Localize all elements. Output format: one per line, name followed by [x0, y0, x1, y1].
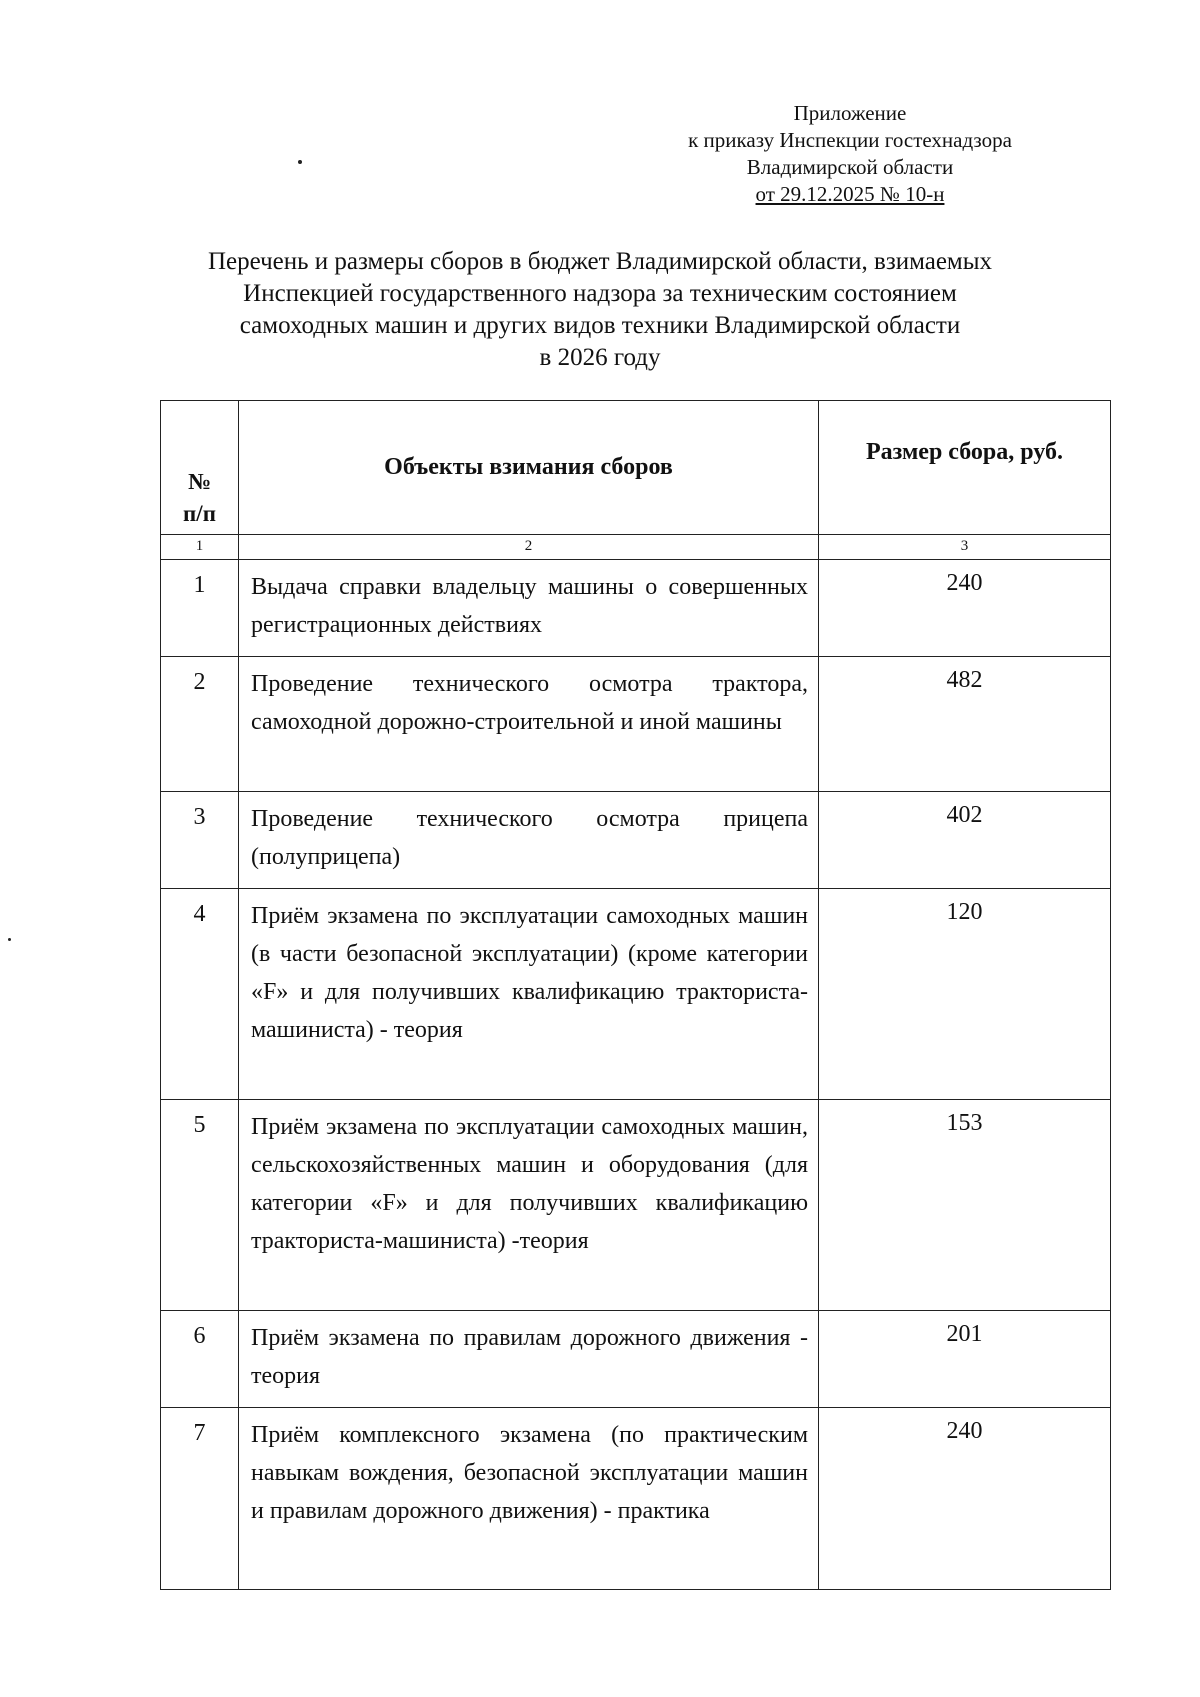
- title-line-1: Перечень и размеры сборов в бюджет Владимирской области, взимаемых: [207, 248, 993, 275]
- row-fee: 153: [819, 1100, 1111, 1311]
- row-fee: 201: [819, 1311, 1111, 1408]
- column-index: 1: [161, 535, 239, 560]
- column-index: 3: [819, 535, 1111, 560]
- row-number: 3: [161, 792, 239, 889]
- table-row: [161, 1100, 1111, 1311]
- row-number: 5: [161, 1100, 239, 1311]
- table-row: [161, 657, 1111, 792]
- fees-table: [160, 400, 1111, 1590]
- header-fee: Размер сбора, руб.: [819, 401, 1111, 535]
- table-row: [161, 889, 1111, 1100]
- row-object: Приём комплексного экзамена (по практическим навыкам вождения, безопасной эксплуатации машин и правилам дорожного движения) - практика: [239, 1408, 819, 1590]
- row-fee: 240: [819, 1408, 1111, 1590]
- appendix-line-1: Приложение: [793, 101, 907, 125]
- row-number: 4: [161, 889, 239, 1100]
- header-number-symbol: №: [187, 469, 212, 494]
- column-index: 2: [239, 535, 819, 560]
- title-line-2: Инспекцией государственного надзора за техническим состоянием: [243, 280, 957, 307]
- row-number: 7: [161, 1408, 239, 1590]
- header-object: Объекты взимания сборов: [239, 401, 819, 535]
- row-number: 6: [161, 1311, 239, 1408]
- table-row: [161, 1311, 1111, 1408]
- row-object: Приём экзамена по эксплуатации самоходных машин, сельскохозяйственных машин и оборудования (для категории «F» и для получивших квалификацию тракториста-машиниста) -теория: [239, 1100, 819, 1311]
- row-object: Приём экзамена по правилам дорожного движения - теория: [239, 1311, 819, 1408]
- scan-speck: [298, 160, 302, 164]
- header-number: [161, 401, 239, 535]
- row-fee: 402: [819, 792, 1111, 889]
- row-object: Выдача справки владельцу машины о совершенных регистрационных действиях: [239, 560, 819, 657]
- title-line-3: самоходных машин и других видов техники Владимирской области: [239, 312, 961, 339]
- title-line-4: в 2026 году: [539, 344, 661, 371]
- table-row: [161, 792, 1111, 889]
- row-object: Приём экзамена по эксплуатации самоходных машин (в части безопасной эксплуатации) (кроме категории «F» и для получивших квалификацию тракториста-машиниста) - теория: [239, 889, 819, 1100]
- column-index-row: [161, 535, 1111, 560]
- table-row: [161, 1408, 1111, 1590]
- header-number-abbr: п/п: [183, 501, 216, 526]
- table-header-row: [161, 401, 1111, 535]
- document-title: [160, 246, 1040, 374]
- row-number: 2: [161, 657, 239, 792]
- table-row: [161, 560, 1111, 657]
- scan-speck: [8, 938, 11, 941]
- row-fee: 120: [819, 889, 1111, 1100]
- row-object: Проведение технического осмотра трактора, самоходной дорожно-строительной и иной машины: [239, 657, 819, 792]
- appendix-line-3: Владимирской области: [746, 155, 954, 179]
- appendix-date-line: от 29.12.2025 № 10-н: [755, 182, 945, 206]
- row-object: Проведение технического осмотра прицепа (полуприцепа): [239, 792, 819, 889]
- row-number: 1: [161, 560, 239, 657]
- row-fee: 240: [819, 560, 1111, 657]
- appendix-line-2: к приказу Инспекции гостехнадзора: [688, 128, 1012, 152]
- appendix-block: [640, 100, 1060, 208]
- row-fee: 482: [819, 657, 1111, 792]
